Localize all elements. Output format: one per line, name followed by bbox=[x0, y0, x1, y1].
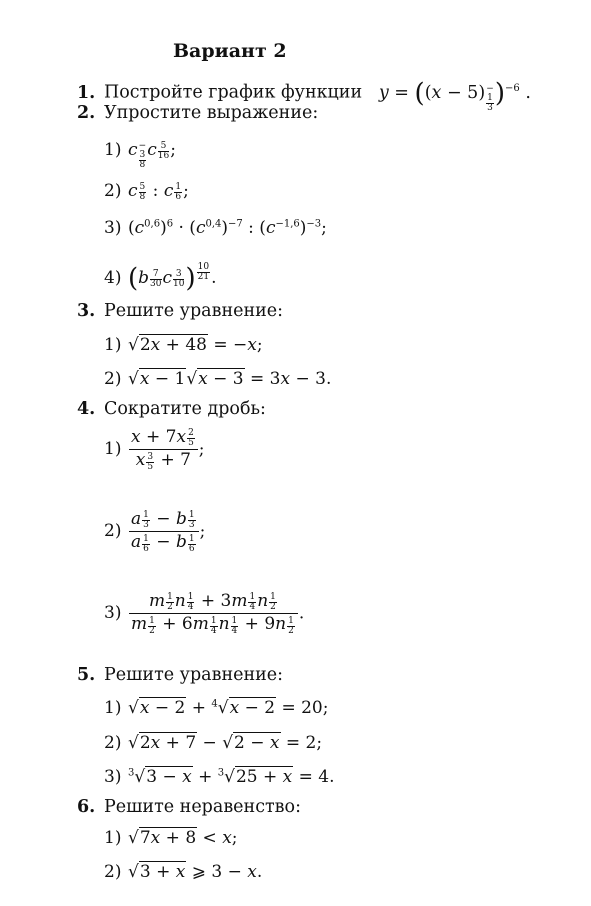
task-3-item-2 bbox=[104, 369, 331, 389]
fraction: x + 7x $\frac{2}{5}$ x $\frac{3}{5}$ + 7 bbox=[129, 428, 198, 472]
item-label: 2) bbox=[104, 733, 122, 753]
item-label: 4) bbox=[104, 267, 122, 288]
variant-title: Вариант 2 bbox=[173, 40, 287, 62]
item-label: 1) bbox=[104, 335, 122, 355]
formula: √3 + x ⩾ 3 − x. bbox=[128, 862, 263, 882]
item-label: 2) bbox=[104, 369, 122, 389]
formula: c $\frac{5}{8}$ : c $\frac{1}{6}$ ; bbox=[128, 181, 189, 203]
item-label: 2) bbox=[104, 521, 122, 542]
task-text: Упростите выражение: bbox=[104, 103, 319, 123]
task-5-item-3 bbox=[104, 767, 335, 787]
task-number: 5. bbox=[77, 665, 96, 685]
task-2 bbox=[77, 103, 318, 123]
task-2-item-1 bbox=[104, 140, 176, 170]
task-6 bbox=[77, 797, 301, 817]
formula: √x − 2 + $^4$√x − 2 = 20; bbox=[128, 698, 329, 718]
task-text: Постройте график функции bbox=[104, 82, 363, 103]
item-label: 3) bbox=[104, 767, 122, 787]
item-label: 1) bbox=[104, 698, 122, 718]
task-5-item-1 bbox=[104, 698, 328, 718]
task-4-item-3: 3) m $\frac{1}{2}$ n $\frac{1}{4}$ + 3m $\frac{1}{4}$ n $\frac{1}{2}$ m $\frac{1}{2}$ + 6m $\frac{1}{4}$ n $\frac{1}{4}$ + 9n $\frac{1}{2}$ . bbox=[104, 591, 305, 636]
task-2-item-4 bbox=[104, 263, 217, 293]
task-number: 4. bbox=[77, 399, 96, 419]
task-text: Решите неравенство: bbox=[104, 797, 301, 817]
formula: √x − 1√x − 3 = 3x − 3. bbox=[128, 369, 332, 389]
formula: c− 3 8 c $\frac{5}{16}$ ; bbox=[128, 140, 176, 171]
formula: (b $\frac{7}{30}$ c $\frac{3}{10}$ ) $\frac{10}{21}$ . bbox=[128, 262, 217, 293]
formula: √2x + 48 = −x; bbox=[128, 335, 263, 355]
item-label: 1) bbox=[104, 140, 122, 160]
fraction: a $\frac{1}{3}$ − b $\frac{1}{3}$ a $\frac{1}{6}$ − b $\frac{1}{6}$ bbox=[129, 510, 199, 554]
item-label: 2) bbox=[104, 181, 122, 201]
task-2-item-3 bbox=[104, 218, 327, 238]
item-label: 3) bbox=[104, 603, 122, 624]
formula: √7x + 8 < x; bbox=[128, 828, 238, 848]
item-label: 2) bbox=[104, 862, 122, 882]
item-label: 1) bbox=[104, 828, 122, 848]
task-number: 6. bbox=[77, 797, 96, 817]
formula: y = ((x − 5)− 1 3 )$^{-6}$ . bbox=[378, 78, 531, 113]
task-text: Сократите дробь: bbox=[104, 399, 266, 419]
task-number: 1. bbox=[77, 82, 96, 103]
item-label: 3) bbox=[104, 218, 122, 238]
task-2-item-2 bbox=[104, 181, 189, 202]
task-6-item-2 bbox=[104, 862, 262, 882]
task-text: Решите уравнение: bbox=[104, 301, 284, 321]
fraction: m $\frac{1}{2}$ n $\frac{1}{4}$ + 3m $\frac{1}{4}$ n $\frac{1}{2}$ m $\frac{1}{2}$ + 6m $\frac{1}{4}$ n $\frac{1}{4}$ + 9n $\frac{1}{2}$ bbox=[129, 592, 298, 636]
formula: √2x + 7 − √2 − x = 2; bbox=[128, 733, 323, 753]
task-5-item-2 bbox=[104, 733, 322, 753]
task-text: Решите уравнение: bbox=[104, 665, 284, 685]
task-4 bbox=[77, 399, 266, 419]
task-number: 2. bbox=[77, 103, 96, 123]
task-4-item-2: 2) a $\frac{1}{3}$ − b $\frac{1}{3}$ a $\frac{1}{6}$ − b $\frac{1}{6}$ ; bbox=[104, 509, 206, 554]
formula: $(c^{0,6})^6 \cdot (c^{0,4})^{-7}$ : $(c^{-1,6})^{-3}$; bbox=[128, 218, 327, 238]
task-number: 3. bbox=[77, 301, 96, 321]
task-3-item-1 bbox=[104, 335, 263, 355]
item-label: 1) bbox=[104, 439, 122, 460]
task-3 bbox=[77, 301, 283, 321]
formula: $^3$√3 − x + $^3$√25 + x = 4. bbox=[128, 767, 335, 787]
task-5 bbox=[77, 665, 283, 685]
task-4-item-1: 1) x + 7x $\frac{2}{5}$ x $\frac{3}{5}$ + 7 ; bbox=[104, 427, 205, 472]
task-6-item-1 bbox=[104, 828, 238, 848]
